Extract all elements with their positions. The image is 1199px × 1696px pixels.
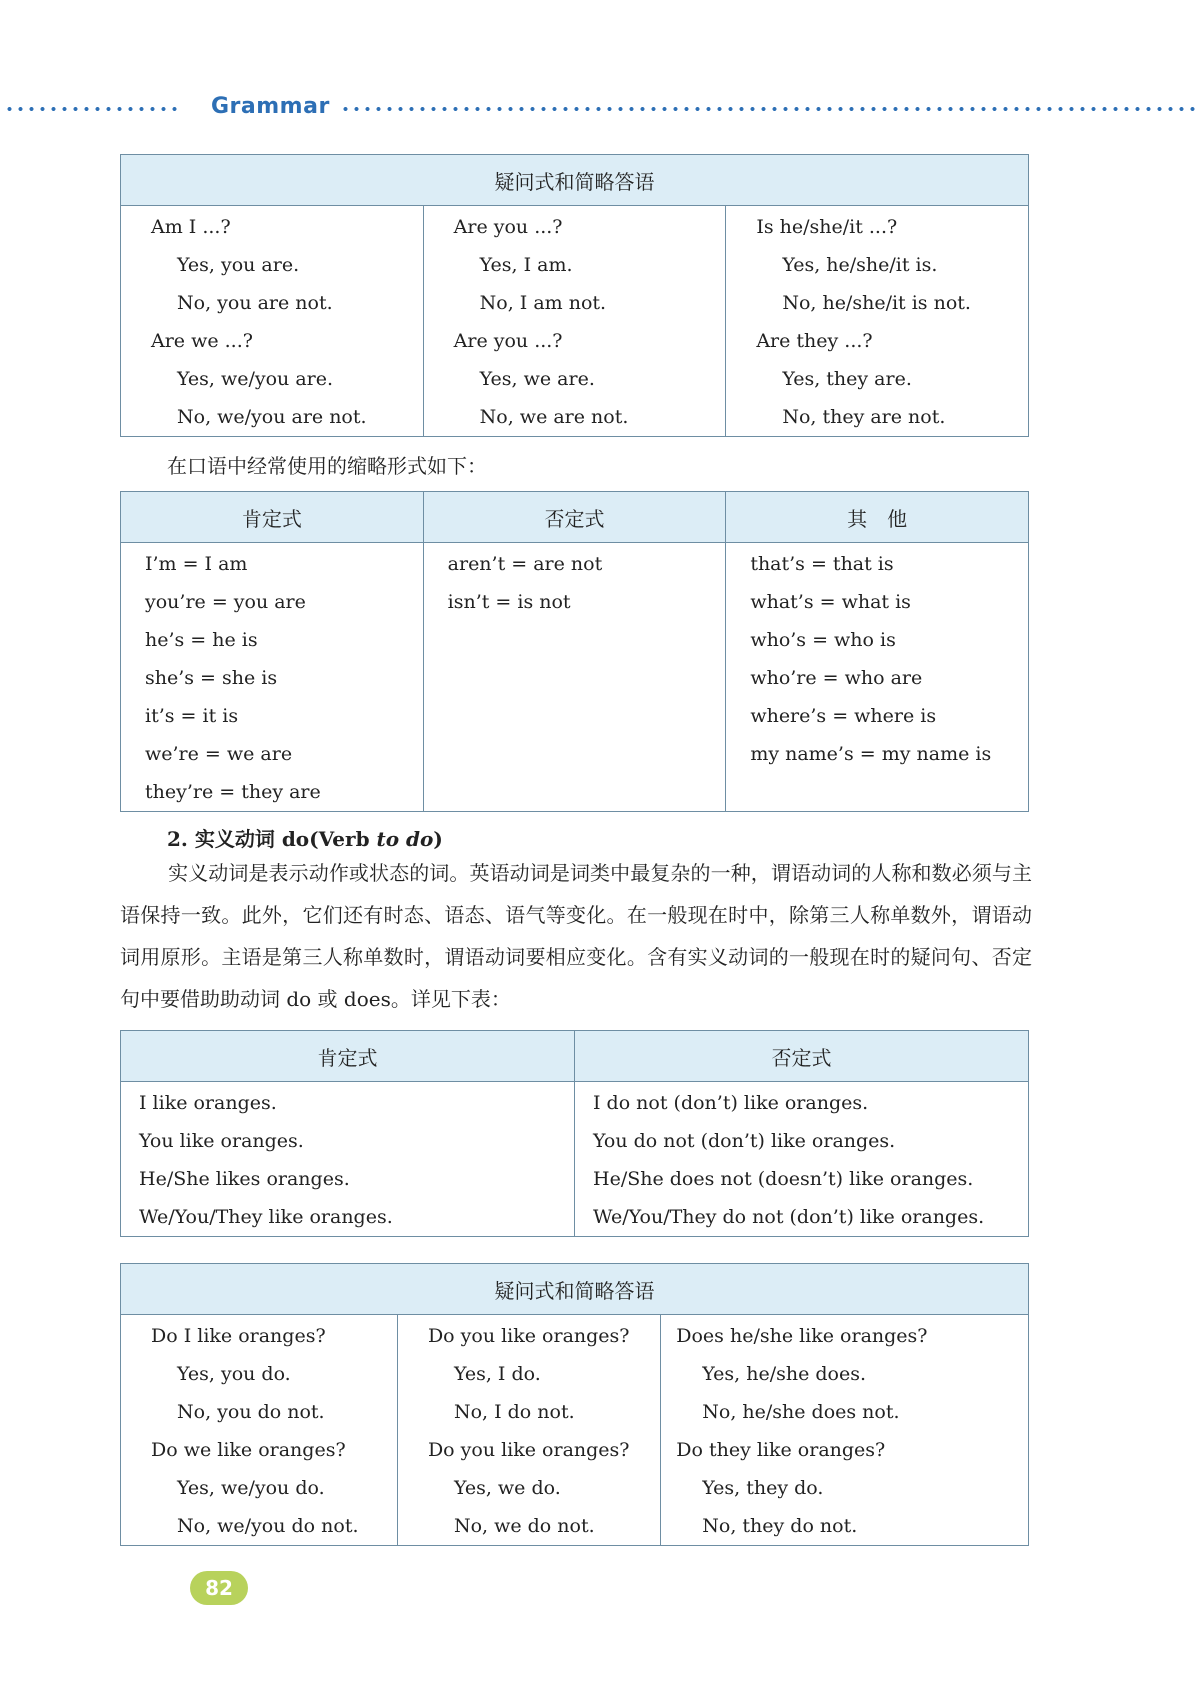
contraction-item: she’s = she is — [145, 667, 278, 689]
answer-line: No, you are not. — [177, 292, 333, 314]
sentence-line: We/You/They like oranges. — [139, 1206, 393, 1228]
contractions-table — [120, 491, 1029, 812]
question-line: Am I ...? — [151, 216, 231, 238]
table-column — [121, 206, 424, 437]
section-title-en-prefix: (Verb — [309, 827, 377, 851]
do-questions-table — [120, 1263, 1029, 1546]
table-column — [121, 1082, 575, 1237]
sentence-line: He/She likes oranges. — [139, 1168, 350, 1190]
question-line: Do we like oranges? — [151, 1439, 346, 1461]
answer-line: Yes, I do. — [453, 1363, 541, 1385]
section-title: Grammar — [211, 94, 330, 119]
answer-line: Yes, they are. — [782, 368, 912, 390]
contraction-item: you’re = you are — [145, 591, 306, 613]
contraction-item: it’s = it is — [145, 705, 239, 727]
sentence-line: We/You/They do not (don’t) like oranges. — [593, 1206, 985, 1228]
answer-line: No, we/you do not. — [177, 1515, 359, 1537]
answer-line: No, we are not. — [479, 406, 629, 428]
sentence-line: He/She does not (doesn’t) like oranges. — [593, 1168, 974, 1190]
table-header: 疑问式和简略答语 — [121, 1264, 1029, 1315]
table-column — [575, 1082, 1029, 1237]
table-column — [726, 206, 1029, 437]
section-header — [0, 94, 1199, 119]
section-number: 2. — [167, 827, 188, 851]
answer-line: Yes, he/she/it is. — [782, 254, 938, 276]
contraction-item: my name’s = my name is — [750, 743, 992, 765]
paragraph-text: 实义动词是表示动作或状态的词。英语动词是词类中最复杂的一种，谓语动词的人称和数必须与主语保持一致。此外，它们还有时态、语态、语气等变化。在一般现在时中，除第三人称单数外，谓语动词用原形。主语是第三人称单数时，谓语动词要相应变化。含有实义动词的一般现在时的疑问句、否定句中要借助助动词 do 或 does。详见下表： — [120, 861, 1032, 1011]
answer-line: Yes, you do. — [177, 1363, 291, 1385]
answer-line: No, he/she does not. — [702, 1401, 900, 1423]
question-line: Are we ...? — [151, 330, 253, 352]
question-line: Does he/she like oranges? — [676, 1325, 928, 1347]
contraction-item: that’s = that is — [750, 553, 894, 575]
question-line: Do you like oranges? — [427, 1439, 630, 1461]
answer-line: Yes, I am. — [479, 254, 573, 276]
answer-line: No, he/she/it is not. — [782, 292, 971, 314]
page-number-badge: 82 — [190, 1571, 248, 1605]
table-header: 其 他 — [726, 492, 1029, 543]
table-column — [726, 543, 1029, 812]
table-header: 否定式 — [423, 492, 726, 543]
answer-line: No, they are not. — [782, 406, 946, 428]
answer-line: Yes, we/you are. — [177, 368, 334, 390]
table-column — [423, 206, 726, 437]
be-questions-table — [120, 154, 1029, 437]
answer-line: No, we do not. — [453, 1515, 595, 1537]
question-line: Do they like oranges? — [676, 1439, 886, 1461]
answer-line: Yes, we do. — [453, 1477, 561, 1499]
table-header: 肯定式 — [121, 492, 424, 543]
answer-line: No, I am not. — [479, 292, 607, 314]
question-line: Do I like oranges? — [151, 1325, 326, 1347]
table-header: 否定式 — [575, 1031, 1029, 1082]
answer-line: No, we/you are not. — [177, 406, 367, 428]
question-line: Are they ...? — [756, 330, 873, 352]
answer-line: Yes, they do. — [702, 1477, 824, 1499]
contraction-item: who’re = who are — [750, 667, 923, 689]
table-header: 疑问式和简略答语 — [121, 155, 1029, 206]
table-column — [397, 1315, 660, 1546]
question-line: Are you ...? — [453, 330, 563, 352]
sentence-line: I do not (don’t) like oranges. — [593, 1092, 869, 1114]
section-paragraph — [120, 852, 1032, 1020]
section-title-cn: 实义动词 do — [194, 827, 310, 851]
table-header: 肯定式 — [121, 1031, 575, 1082]
table-column — [661, 1315, 1029, 1546]
sentence-line: I like oranges. — [139, 1092, 277, 1114]
dotted-rule-left — [4, 107, 180, 111]
contraction-item: they’re = they are — [145, 781, 321, 803]
contraction-item: aren’t = are not — [447, 553, 603, 575]
contraction-item: I’m = I am — [145, 553, 248, 575]
contraction-item: where’s = where is — [750, 705, 937, 727]
table-column — [121, 1315, 398, 1546]
contraction-item: isn’t = is not — [447, 591, 571, 613]
answer-line: No, they do not. — [702, 1515, 858, 1537]
contraction-item: who’s = who is — [750, 629, 896, 651]
answer-line: Yes, you are. — [177, 254, 300, 276]
answer-line: No, you do not. — [177, 1401, 325, 1423]
do-statements-table — [120, 1030, 1029, 1237]
question-line: Do you like oranges? — [427, 1325, 630, 1347]
sentence-line: You like oranges. — [139, 1130, 304, 1152]
question-line: Is he/she/it ...? — [756, 216, 898, 238]
answer-line: No, I do not. — [453, 1401, 575, 1423]
answer-line: Yes, we/you do. — [177, 1477, 325, 1499]
table-column — [423, 543, 726, 812]
section-title-en-italic: to do — [376, 827, 434, 851]
contraction-item: we’re = we are — [145, 743, 293, 765]
table-column — [121, 543, 424, 812]
answer-line: Yes, we are. — [479, 368, 595, 390]
section-heading — [167, 823, 443, 852]
sentence-line: You do not (don’t) like oranges. — [593, 1130, 896, 1152]
question-line: Are you ...? — [453, 216, 563, 238]
contractions-intro: 在口语中经常使用的缩略形式如下： — [167, 454, 487, 478]
contraction-item: what’s = what is — [750, 591, 911, 613]
dotted-rule-right — [340, 107, 1198, 111]
answer-line: Yes, he/she does. — [702, 1363, 867, 1385]
contraction-item: he’s = he is — [145, 629, 258, 651]
section-title-en-suffix: ) — [433, 827, 443, 851]
